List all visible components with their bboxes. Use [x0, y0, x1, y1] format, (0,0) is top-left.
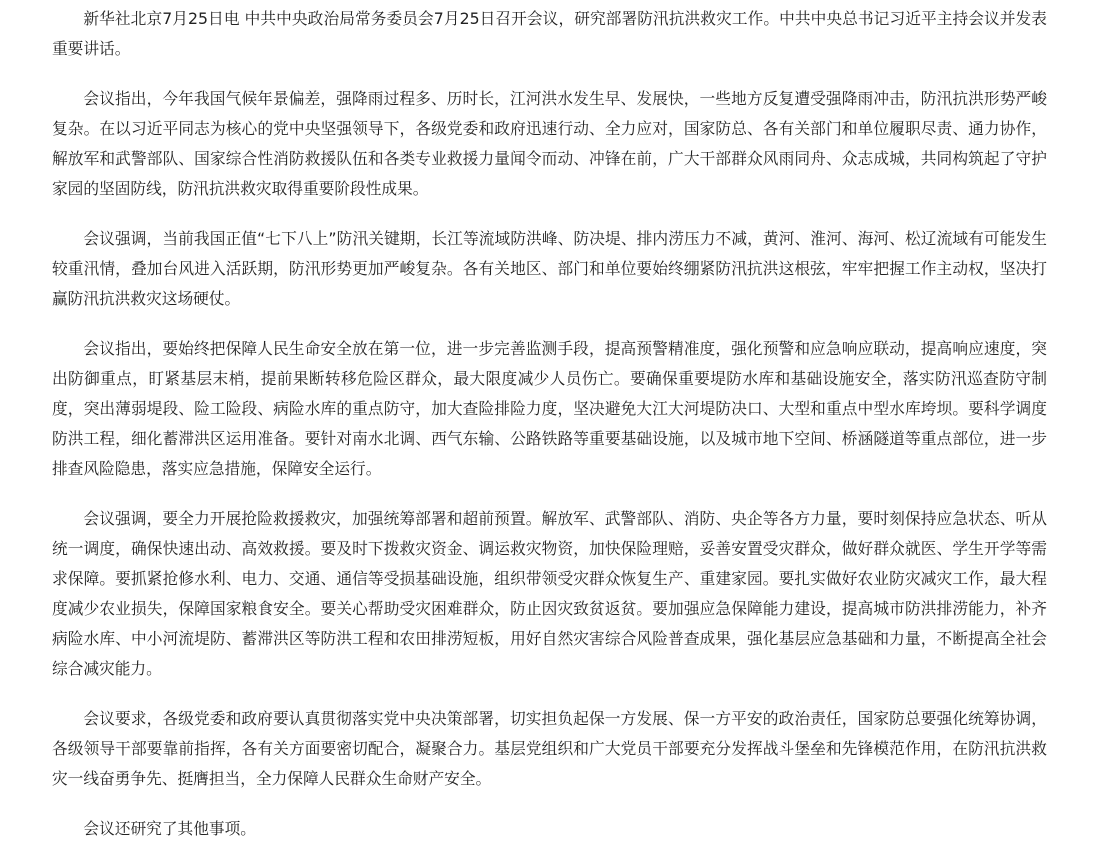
article-paragraph: 会议强调，要全力开展抢险救援救灾，加强统筹部署和超前预置。解放军、武警部队、消防、央企等各方力量，要时刻保持应急状态、听从统一调度，确保快速出动、高效救援。要及时下拨救灾资金、调运救灾物资，加快保险理赔，妥善安置受灾群众，做好群众就医、学生开学等需求保障。要抓紧抢修水利、电力、交通、通信等受损基础设施，组织带领受灾群众恢复生产、重建家园。要扎实做好农业防灾减灾工作，最大程度减少农业损失，保障国家粮食安全。要关心帮助受灾困难群众，防止因灾致贫返贫。要加强应急保障能力建设，提高城市防洪排涝能力，补齐病险水库、中小河流堤防、蓄滞洪区等防洪工程和农田排涝短板，用好自然灾害综合风险普查成果，强化基层应急基础和力量，不断提高全社会综合减灾能力。 [52, 509, 1047, 678]
article-paragraph: 会议指出，今年我国气候年景偏差，强降雨过程多、历时长，江河洪水发生早、发展快，一些地方反复遭受强降雨冲击，防汛抗洪形势严峻复杂。在以习近平同志为核心的党中央坚强领导下，各级党委和政府迅速行动、全力应对，国家防总、各有关部门和单位履职尽责、通力协作，解放军和武警部队、国家综合性消防救援队伍和各类专业救援力量闻令而动、冲锋在前，广大干部群众风雨同舟、众志成城，共同构筑起了守护家园的坚固防线，防汛抗洪救灾取得重要阶段性成果。 [52, 89, 1047, 198]
article-paragraph-closing: 会议还研究了其他事项。 [83, 819, 256, 838]
article-paragraph: 会议要求，各级党委和政府要认真贯彻落实党中央决策部署，切实担负起保一方发展、保一方平安的政治责任，国家防总要强化统筹协调，各级领导干部要靠前指挥，各有关方面要密切配合，凝聚合力。基层党组织和广大党员干部要充分发挥战斗堡垒和先锋模范作用，在防汛抗洪救灾一线奋勇争先、挺膺担当，全力保障人民群众生命财产安全。 [52, 709, 1047, 788]
article-paragraph: 会议指出，要始终把保障人民生命安全放在第一位，进一步完善监测手段，提高预警精准度，强化预警和应急响应联动，提高响应速度，突出防御重点，盯紧基层末梢，提前果断转移危险区群众，最大限度减少人员伤亡。要确保重要堤防水库和基础设施安全，落实防汛巡查防守制度，突出薄弱堤段、险工险段、病险水库的重点防守，加大查险排险力度，坚决避免大江大河堤防决口、大型和重点中型水库垮坝。要科学调度防洪工程，细化蓄滞洪区运用准备。要针对南水北调、西气东输、公路铁路等重要基础设施，以及城市地下空间、桥涵隧道等重点部位，进一步排查风险隐患，落实应急措施，保障安全运行。 [52, 339, 1047, 478]
article-paragraph-dateline: 新华社北京7月25日电 中共中央政治局常务委员会7月25日召开会议，研究部署防汛抗洪救灾工作。中共中央总书记习近平主持会议并发表重要讲话。 [52, 9, 1047, 58]
article-paragraph: 会议强调，当前我国正值“七下八上”防汛关键期，长江等流域防洪峰、防决堤、排内涝压力不减，黄河、淮河、海河、松辽流域有可能发生较重汛情，叠加台风进入活跃期，防汛形势更加严峻复杂。各有关地区、部门和单位要始终绷紧防汛抗洪这根弦，牢牢把握工作主动权，坚决打赢防汛抗洪救灾这场硬仗。 [52, 229, 1047, 308]
